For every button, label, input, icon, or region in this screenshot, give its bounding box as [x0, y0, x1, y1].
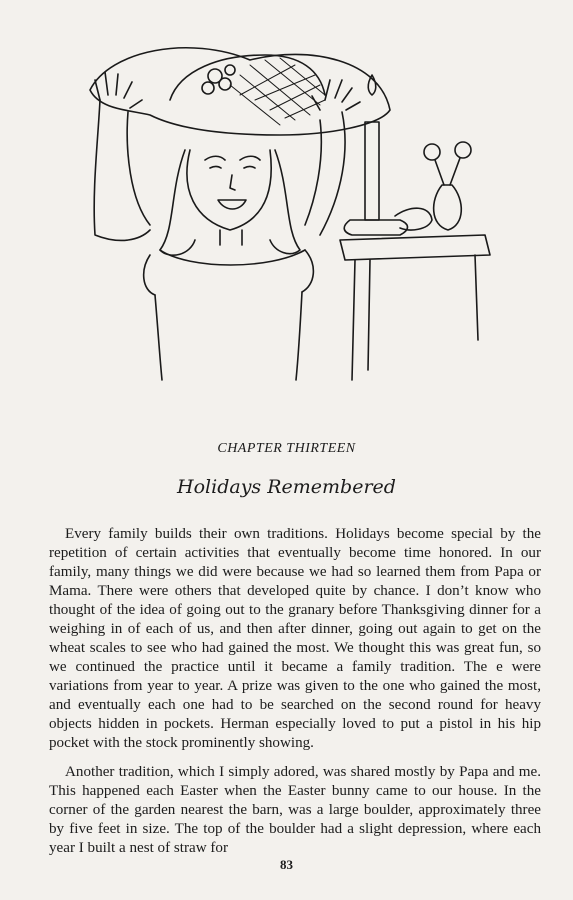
paragraph: Every family builds their own traditions. Holidays become special by the repetition of certain activities that eventually become time honored. In our family, many things we did were because we had so learned them from Papa or Mama. There were others that developed quite by chance. I don’t know who thought of the idea of going out to the granary before Thanksgiving dinner for a weighing in of each of us, and then after dinner, going out again to get on the wheat scales to see who had gained the most. We thought this was great fun, so we continued the practice until it became a family tradition. The e were variations from year to year. A prize was given to the one who gained the most, and eventually each one had to be searched on the second round for heavy objects hidden in pockets. Herman especially loved to put a pistol in his hip pocket with the stock prominently showing.	[49, 526, 541, 751]
chapter-title: Holidays Remembered	[177, 476, 396, 498]
woman-with-hat-drawing	[80, 40, 500, 390]
chapter-illustration	[80, 40, 500, 390]
page-number: 83	[280, 857, 293, 872]
paragraph: Another tradition, which I simply adored, was shared mostly by Papa and me. This happened each Easter when the Easter bunny came to our house. In the corner of the garden nearest the barn, was a large boulder, approximately three by five feet in size. The top of the boulder had a slight depression, where each year I built a nest of straw for	[49, 764, 541, 856]
chapter-label: CHAPTER THIRTEEN	[217, 441, 356, 456]
body-text	[49, 525, 541, 868]
